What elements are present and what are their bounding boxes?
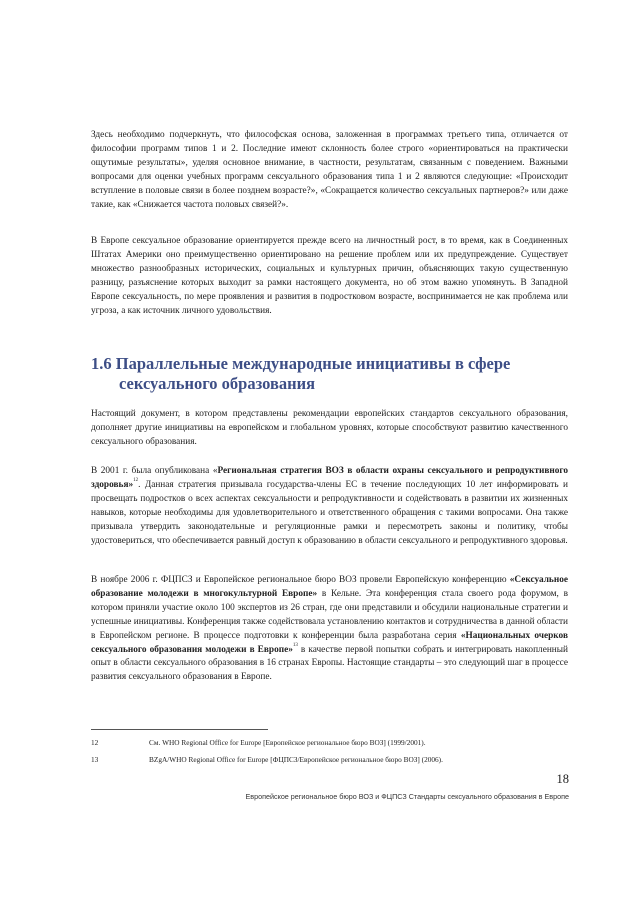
- national-reports-title: «Национальных очерков сексуального образования молодежи в Европе»: [91, 630, 568, 655]
- paragraph-2006-conference: В ноябре 2006 г. ФЦПСЗ и Европейское региональное бюро ВОЗ провели Европейскую конференцию «Сексуальное образование молодежи в многокультурной Европе» в Кельне. Эта конференция стала своего рода форумом, в котором приняли участие около 100 экспертов из 26 стран, где они представили и обсудили национальные стратегии и успешные инициативы. Конференция также содействовала установлению контактов и сотрудничества в данной области в Европейском регионе. В процессе подготовки к конференции была разработана серия «Национальных очерков сексуального образования молодежи в Европе»$^{13}$ в качестве первой попытки собрать и интегрировать накопленный опыт в области сексуального образования в 16 странах Европы. Настоящие стандарты – это следующий шаг в процессе развития сексуального образования в Европе.: [91, 575, 569, 683]
- section-title-line2: сексуального образования: [119, 374, 316, 393]
- footnote-ref-12[interactable]: 12: [133, 477, 139, 483]
- section-title-line1: Параллельные международные инициативы в сфере: [115, 354, 511, 373]
- strategy-title: Региональная стратегия ВОЗ в области охраны сексуального и репродуктивного здоровья»: [91, 466, 568, 490]
- footnote-text: BZgA/WHO Regional Office for Europe [ФЦПСЗ/Европейское региональное бюро ВОЗ] (2006).: [149, 755, 443, 764]
- conference-title: «Сексуальное образование молодежи в многокультурной Европе»: [91, 575, 568, 599]
- footnote-number: 12: [91, 738, 99, 747]
- footnote-number: 13: [91, 755, 99, 764]
- footnote-13: [91, 755, 443, 765]
- paragraph-2001-strategy: В 2001 г. была опубликована «Региональная стратегия ВОЗ в области охраны сексуального и репродуктивного здоровья»$^{12}$. Данная стратегия призывала государства-члены ЕС в течение последующих 10 лет информировать и просвещать подростков о всех аспектах сексуальности и репродуктивности и содействовать в развитии их жизненных навыков, которые необходимы для удовлетворительного и ответственного обращения с такими вопросами. Она также призывала утвердить законодательные и регуляционные рамки и пересмотреть законы и политику, чтобы удостовериться, что обеспечивается равный доступ к образованию в области сексуального и репродуктивного здоровья.: [91, 466, 568, 546]
- footnote-text: См. WHO Regional Office for Europe [Европейское региональное бюро ВОЗ] (1999/2001).: [149, 738, 426, 747]
- page-footer: Европейское региональное бюро ВОЗ и ФЦПСЗ Стандарты сексуального образования в Европе: [245, 792, 569, 801]
- page-number: 18: [556, 772, 569, 786]
- footnote-12: [91, 738, 426, 748]
- section-heading: [91, 354, 568, 394]
- paragraph-type3-philosophy: Здесь необходимо подчеркнуть, что философская основа, заложенная в программах третьего типа, отличается от философии программ типов 1 и 2. Последние имеют склонность более строго «ориентироваться на практически ощутимые результаты», уделяя основное внимание, в частности, результатам, связанным с поведением. Важными вопросами для оценки учебных программ сексуального образования типа 1 и 2 являются следующие: «Происходит вступление в половые связи в более позднем возрасте?», «Сокращается количество сексуальных партнеров?» или даже такие, как «Снижается частота половых связей?».: [91, 130, 568, 210]
- section-number: 1.6: [91, 354, 112, 373]
- footnote-divider: [91, 729, 268, 730]
- footnote-ref-13[interactable]: 13: [292, 642, 298, 648]
- paragraph-document-complements: Настоящий документ, в котором представлены рекомендации европейских стандартов сексуального образования, дополняет другие инициативы на европейском и глобальном уровнях, которые способствуют развитию качественного сексуального образования.: [91, 409, 568, 447]
- paragraph-europe-vs-usa: В Европе сексуальное образование ориентируется прежде всего на личностный рост, в то время, как в Соединенных Штатах Америки оно преимущественно ориентировано на решение проблем или их предупреждение. Существует множество разнообразных исторических, социальных и культурных причин, объясняющих такую существенную разницу, разъяснение которых выходит за рамки настоящего документа, но об этом важно упомянуть. В Западной Европе сексуальность, по мере проявления и развития в подростковом возрасте, воспринимается не как проблема или угроза, а как источник личного удовольствия.: [91, 236, 568, 316]
